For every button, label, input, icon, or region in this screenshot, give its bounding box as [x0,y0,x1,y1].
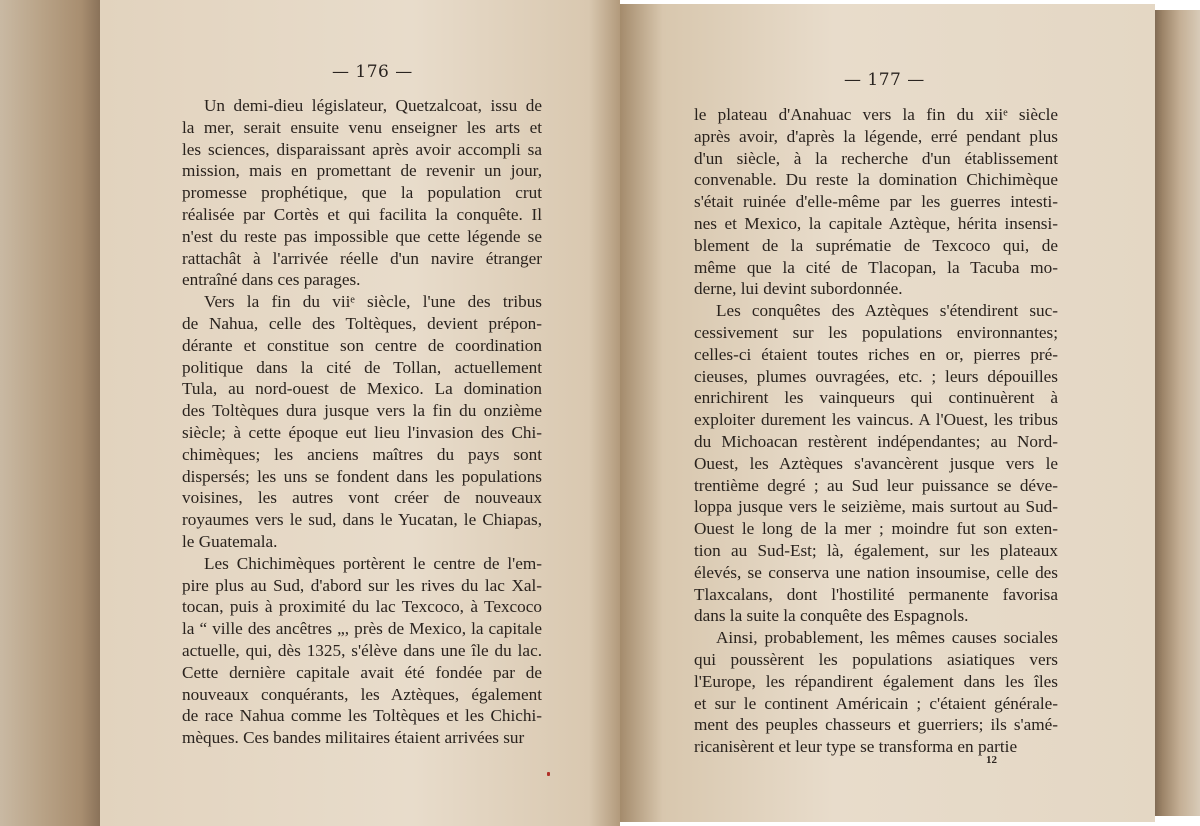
paragraph [182,95,542,291]
text-line: la “ ville des ancêtres „, près de Mexico, la capitale [182,619,542,639]
paragraph [182,553,542,749]
text-line: mèques. Ces bandes militaires étaient arrivées sur [182,728,525,748]
text-line: le Guatemala. [182,531,278,551]
text-line: politique dans la cité de Tollan, actuellement [182,357,542,377]
text-line: s'était ruinée d'elle-même par les guerres intesti- [694,192,1058,212]
text-line: Les conquêtes des Aztèques s'étendirent suc- [716,301,1058,321]
text-line: cessivement sur les populations environnantes; [694,322,1058,342]
paragraph [694,104,1058,300]
text-line: Tula, au nord-ouest de Mexico. La domination [182,379,542,399]
text-line: dispersés; les uns se fondent dans les populations [182,466,542,486]
text-line: la mer, serait ensuite venu enseigner les arts et [182,117,542,137]
text-line: Ouest le long de la mer ; moindre fut son exten- [694,519,1058,539]
paragraph [694,627,1058,758]
text-line: mission, mais en promettant de revenir un jour, [182,161,542,181]
text-line: Les Chichimèques portèrent le centre de l'em- [204,553,542,573]
text-line: de race Nahua comme les Toltèques et les Chichi- [182,706,542,726]
paragraph [182,291,542,553]
text-line: nouveaux conquérants, les Aztèques, également [182,684,542,704]
paragraph [694,300,1058,627]
page-number-left: — 176 — [332,62,413,82]
text-line: celles-ci étaient toutes riches en or, pierres pré- [694,344,1058,364]
text-line: tion au Sud-Est; là, également, sur les plateaux [694,540,1058,560]
text-line: loppa jusque vers le seizième, mais surtout au Sud- [694,497,1058,517]
text-line: Cette dernière capitale avait été fondée par de [182,662,542,682]
text-line: Tlaxcalans, dont l'hostilité permanente favorisa [694,584,1058,604]
text-line: ment des peuples chasseurs et guerriers; ils s'amé- [694,715,1058,735]
left-page [100,0,620,826]
text-line: de Nahua, celle des Toltèques, devient prépon- [182,313,542,333]
text-line: enrichirent les vainqueurs qui continuèrent à [694,388,1058,408]
signature-mark: 12 [986,754,997,766]
text-line: voisines, les autres vont créer de nouveaux [182,488,542,508]
text-line: d'un siècle, à la recherche d'un établissement [694,148,1058,168]
text-line: entraîné dans ces parages. [182,270,361,290]
text-line: Vers la fin du viiᵉ siècle, l'une des tribus [204,292,542,312]
text-line: convenable. Du reste la domination Chichimèque [694,170,1058,190]
text-line: réalisée par Cortès et qui facilita la conquête. Il [182,204,542,224]
text-line: du Michoacan restèrent indépendantes; au Nord- [694,431,1058,451]
text-line: Ouest, les Aztèques s'avancèrent jusque vers le [694,453,1058,473]
text-line: pire plus au Sud, d'abord sur les rives du lac Xal- [182,575,542,595]
text-line: rattachât à l'arrivée réelle d'un navire étranger [182,248,542,268]
text-line: l'Europe, les répandirent également dans les îles [694,671,1058,691]
right-page [620,4,1155,822]
text-line: actuelle, qui, dès 1325, s'élève dans une île du lac. [182,640,542,660]
text-line: royaumes vers le sud, dans le Yucatan, le Chiapas, [182,510,542,530]
text-line: cieuses, plumes ouvragées, etc. ; leurs dépouilles [694,366,1058,386]
text-line: ricanisèrent et leur type se transforma en partie [694,737,1018,757]
text-line: Un demi-dieu législateur, Quetzalcoat, issu de [204,96,542,115]
text-line: le plateau d'Anahuac vers la fin du xiiᵉ siècle [694,105,1058,124]
text-line: et sur le continent Américain ; c'étaient générale- [694,693,1058,713]
left-page-body [182,95,542,749]
text-line: blement de la suprématie de Texcoco qui, de [694,235,1058,255]
text-line: les sciences, disparaissant après avoir accompli sa [182,139,542,159]
left-page-edges [0,0,108,826]
text-line: chimèques; les anciens maîtres du pays sont [182,444,542,464]
right-page-edges [1150,10,1200,816]
page-number-right: — 177 — [844,70,925,90]
text-line: dans la suite la conquête des Espagnols. [694,606,969,626]
text-line: siècle; à cette époque eut lieu l'invasion des Chi- [182,422,542,442]
text-line: nes et Mexico, la capitale Aztèque, hérita insensi- [694,213,1058,233]
ink-spot [547,772,550,776]
text-line: même que la cité de Tlacopan, la Tacuba mo- [694,257,1058,277]
text-line: après avoir, d'après la légende, erré pendant plus [694,126,1058,146]
text-line: Ainsi, probablement, les mêmes causes sociales [716,628,1058,648]
text-line: trentième degré ; au Sud leur puissance se déve- [694,475,1058,495]
text-line: n'est du reste pas impossible que cette légende se [182,226,542,246]
text-line: dérante et constitue son centre de coordination [182,335,542,355]
text-line: qui poussèrent les populations asiatiques vers [694,649,1058,669]
text-line: des Toltèques dura jusque vers la fin du onzième [182,401,542,421]
text-line: tocan, puis à proximité du lac Texcoco, à Texcoco [182,597,542,617]
text-line: élevés, se conserva une nation insoumise, celle des [694,562,1058,582]
text-line: promesse prophétique, que la population crut [182,183,542,203]
text-line: derne, lui devint subordonnée. [694,279,903,299]
text-line: exploiter durement les vaincus. A l'Ouest, les tribus [694,410,1058,430]
right-page-body [694,104,1058,758]
